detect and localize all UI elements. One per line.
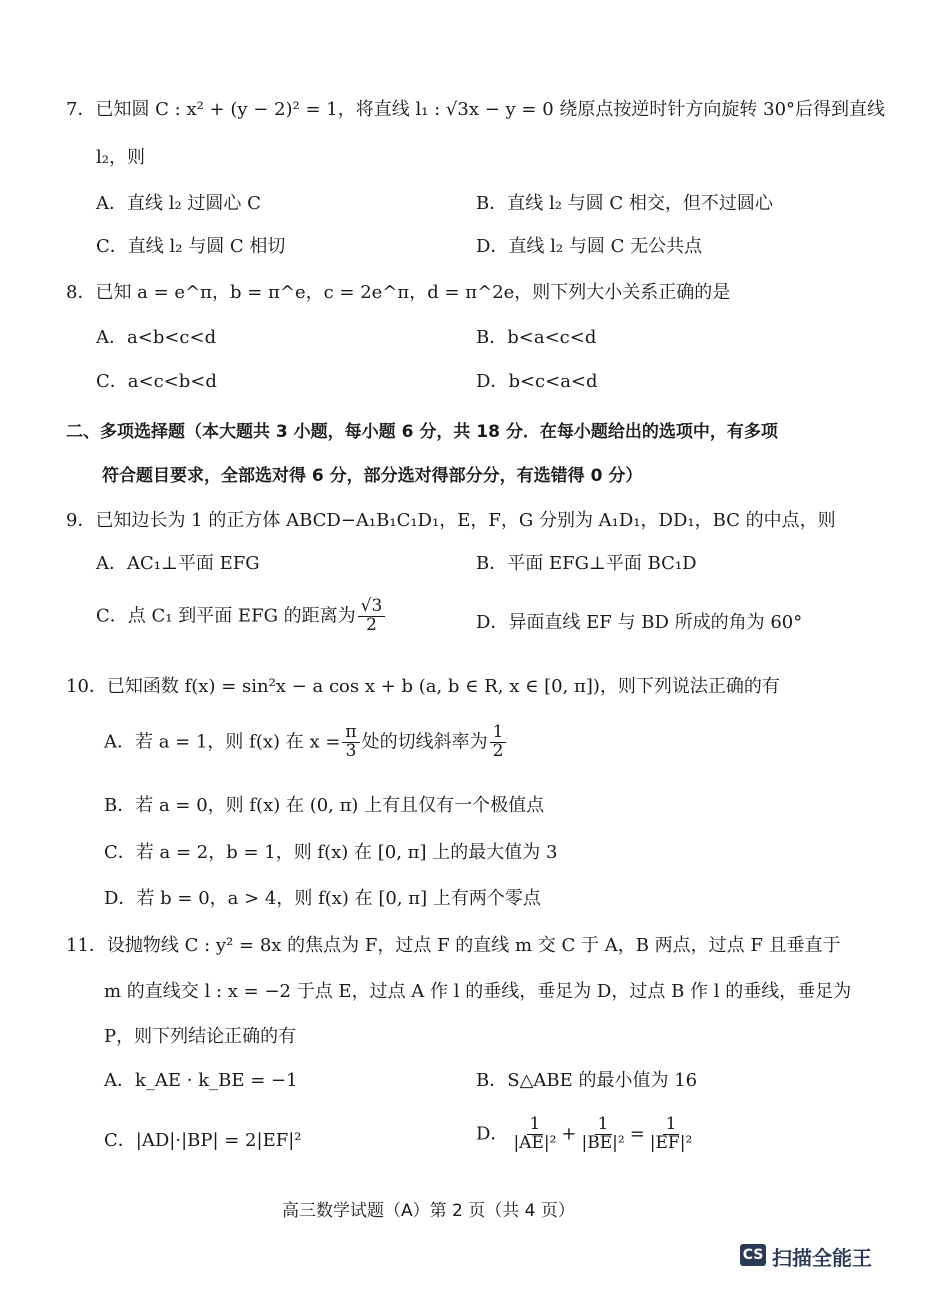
option-label: C． <box>104 842 136 863</box>
q9-option-a <box>96 551 260 577</box>
page-footer: 高三数学试题（A）第 2 页（共 4 页） <box>282 1201 575 1221</box>
q9-option-d <box>476 610 802 636</box>
option-text: 直线 l₂ 与圆 C 相切 <box>127 236 286 257</box>
option-label: B． <box>476 193 508 214</box>
option-text: 处的切线斜率为 <box>361 731 488 753</box>
q9-stem: 9．已知边长为 1 的正方体 ABCD−A₁B₁C₁D₁，E，F，G 分别为 A₁D₁，DD₁，BC 的中点，则 <box>66 510 836 531</box>
option-text: S△ABE 的最小值为 16 <box>507 1070 698 1091</box>
option-label: A． <box>104 1070 135 1091</box>
option-text: 直线 l₂ 与圆 C 无公共点 <box>508 236 703 257</box>
option-text: a<c<b<d <box>127 371 217 392</box>
plus-sign: + <box>561 1123 577 1145</box>
q8-option-a <box>96 325 216 351</box>
q10-option-b <box>104 793 544 819</box>
q11-stem-line3: P，则下列结论正确的有 <box>104 1026 297 1047</box>
option-text: 异面直线 EF 与 BD 所成的角为 60° <box>508 612 803 633</box>
q8-option-b <box>476 325 596 351</box>
option-label: C． <box>104 1130 136 1151</box>
option-text: 点 C₁ 到平面 EFG 的距离为 <box>127 605 356 627</box>
option-text: 直线 l₂ 过圆心 C <box>127 193 261 214</box>
fraction-denominator: |BE|² <box>581 1132 625 1153</box>
option-label: D． <box>104 888 137 909</box>
q8-stem: 8．已知 a = e^π，b = π^e，c = 2e^π，d = π^2e，则下列大小关系正确的是 <box>66 282 731 303</box>
scanner-watermark <box>740 1238 950 1268</box>
fraction-denominator: |EF|² <box>649 1132 693 1153</box>
equals-sign: = <box>629 1123 645 1145</box>
option-text: b<a<c<d <box>507 327 597 348</box>
option-label: A． <box>96 193 127 214</box>
q11-option-b <box>476 1068 697 1094</box>
fraction-denominator: 3 <box>345 740 357 761</box>
option-label: B． <box>104 795 136 816</box>
q11-stem-line1: 11．设抛物线 C : y² = 8x 的焦点为 F，过点 F 的直线 m 交 C 于 A，B 两点，过点 F 且垂直于 <box>66 935 841 956</box>
option-label: C． <box>96 236 128 257</box>
fraction-numerator: 1 <box>595 1116 612 1135</box>
fraction-numerator: √3 <box>358 598 386 617</box>
fraction-denominator: |AE|² <box>513 1132 557 1153</box>
option-label: D． <box>476 236 509 257</box>
q11-option-d <box>476 1116 697 1153</box>
fraction-numerator: 1 <box>490 724 507 743</box>
q11-stem-line2: m 的直线交 l : x = −2 于点 E，过点 A 作 l 的垂线，垂足为 D，过点 B 作 l 的垂线，垂足为 <box>104 981 852 1002</box>
q9-option-c <box>96 598 387 635</box>
option-text: k_AE · k_BE = −1 <box>135 1070 298 1091</box>
option-label: D． <box>476 612 509 633</box>
option-label: A． <box>96 553 127 574</box>
fraction <box>358 598 386 635</box>
q7-stem-line1: 7．已知圆 C : x² + (y − 2)² = 1，将直线 l₁ : √3x − y = 0 绕原点按逆时针方向旋转 30°后得到直线 <box>66 99 886 120</box>
fraction <box>579 1116 628 1153</box>
option-label: D． <box>476 1123 509 1145</box>
q7-option-c <box>96 234 285 260</box>
fraction-numerator: 1 <box>663 1116 680 1135</box>
q10-option-d <box>104 886 541 912</box>
fraction <box>647 1116 695 1153</box>
option-label: A． <box>96 327 127 348</box>
section2-heading-line2: 符合题目要求，全部选对得 6 分，部分选对得部分分，有选错得 0 分） <box>102 466 643 486</box>
option-text: b<c<a<d <box>508 371 598 392</box>
q7-option-d <box>476 234 702 260</box>
option-text: 若 a = 0，则 f(x) 在 (0, π) 上有且仅有一个极值点 <box>135 795 545 816</box>
option-label: B． <box>476 1070 508 1091</box>
q10-option-c <box>104 840 557 866</box>
q10-option-a <box>104 724 508 761</box>
fraction-denominator: 2 <box>492 740 504 761</box>
fraction-denominator: 2 <box>366 614 377 635</box>
scanner-watermark-text: 扫描全能王 <box>772 1246 872 1268</box>
fraction <box>490 724 507 761</box>
option-text: 平面 EFG⊥平面 BC₁D <box>507 553 697 574</box>
q7-option-a <box>96 191 261 217</box>
option-text: 若 b = 0，a > 4，则 f(x) 在 [0, π] 上有两个零点 <box>136 888 541 909</box>
q8-option-d <box>476 369 598 395</box>
q9-option-b <box>476 551 697 577</box>
fraction <box>342 724 359 761</box>
option-text: 若 a = 1，则 f(x) 在 x = <box>135 731 341 753</box>
fraction-numerator: π <box>342 724 359 743</box>
option-text: |AD|·|BP| = 2|EF|² <box>135 1130 302 1151</box>
fraction <box>510 1116 559 1153</box>
option-text: 直线 l₂ 与圆 C 相交，但不过圆心 <box>507 193 773 214</box>
q7-option-b <box>476 191 773 217</box>
q10-stem: 10．已知函数 f(x) = sin²x − a cos x + b (a, b ∈ R, x ∈ [0, π])，则下列说法正确的有 <box>66 676 780 697</box>
option-label: C． <box>96 605 128 627</box>
section2-heading-line1: 二、多项选择题（本大题共 3 小题，每小题 6 分，共 18 分．在每小题给出的选项中，有多项 <box>66 422 778 442</box>
q8-option-c <box>96 369 217 395</box>
option-label: D． <box>476 371 509 392</box>
option-label: B． <box>476 327 508 348</box>
option-text: AC₁⊥平面 EFG <box>127 553 260 574</box>
q11-option-c <box>104 1128 301 1154</box>
option-label: C． <box>96 371 128 392</box>
option-label: B． <box>476 553 508 574</box>
q7-stem-line2: l₂，则 <box>96 147 145 168</box>
option-text: 若 a = 2，b = 1，则 f(x) 在 [0, π] 上的最大值为 3 <box>135 842 558 863</box>
option-text: a<b<c<d <box>127 327 217 348</box>
option-label: A． <box>104 731 135 753</box>
scanner-logo-icon: CS <box>740 1244 766 1266</box>
q11-option-a <box>104 1068 298 1094</box>
fraction-numerator: 1 <box>527 1116 544 1135</box>
